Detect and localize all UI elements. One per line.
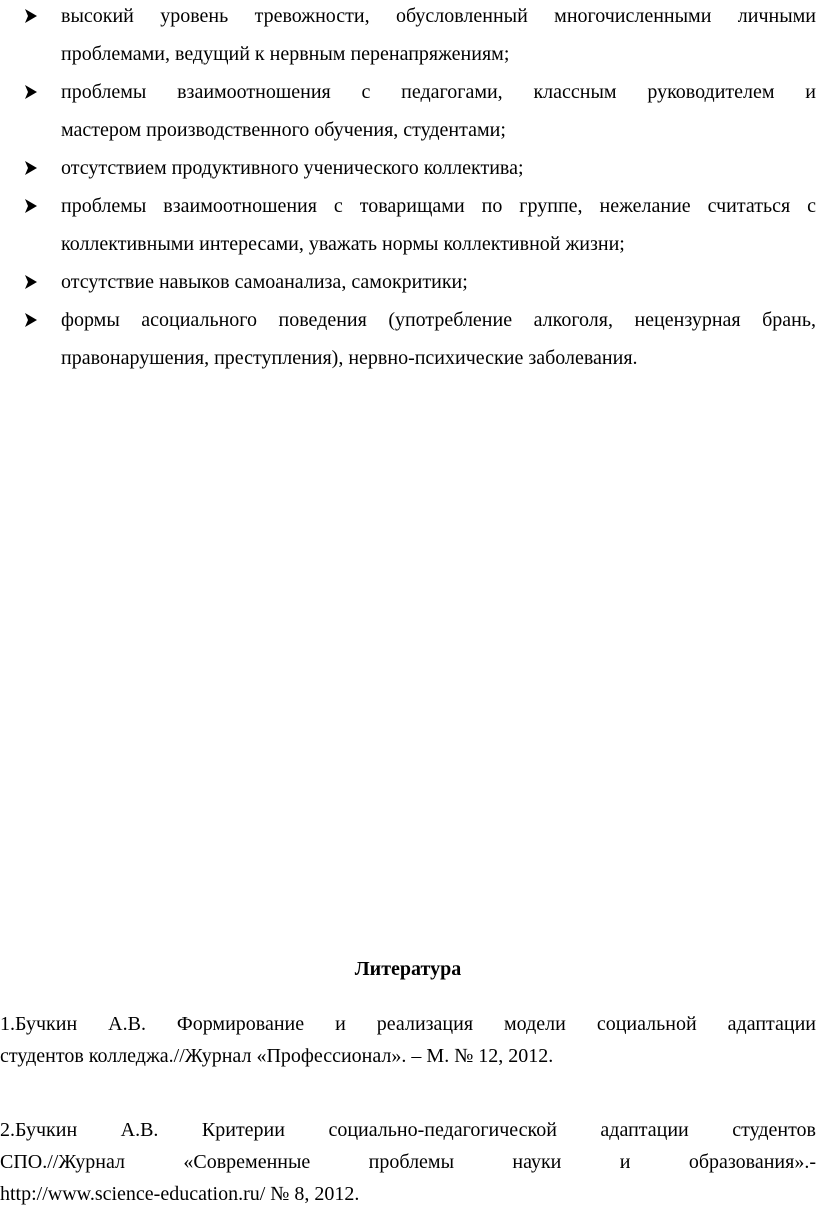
line: правонарушения, преступления), нервно-психические заболевания. [61,347,638,369]
list-item-text [61,301,816,377]
line: мастером производственного обучения, студентами; [61,119,506,141]
line: формы асоциального поведения (употребление алкоголя, нецензурная брань, [61,309,816,331]
reference-line: студентов колледжа.//Журнал «Профессионал». – М. № 12, 2012. [0,1045,554,1067]
arrow-bullet-icon [23,312,39,328]
reference-link[interactable]: http://www.science-education.ru/ № 8, 2012. [0,1183,360,1205]
list-item-text [61,187,816,263]
list-item [0,0,816,73]
arrow-bullet-icon [23,8,39,24]
list-item [0,73,816,149]
reference-item [0,1008,816,1072]
reference-line: 1.Бучкин А.В. Формирование и реализация модели социальной адаптации [0,1013,816,1035]
list-item [0,187,816,263]
line: отсутствием продуктивного ученического коллектива; [61,157,524,179]
arrow-bullet-icon [23,198,39,214]
bullet-list [0,0,816,377]
reference-line: 2.Бучкин А.В. Критерии социально-педагогической адаптации студентов [0,1119,816,1141]
arrow-bullet-icon [23,160,39,176]
literature-heading: Литература [354,958,462,980]
arrow-bullet-icon [23,84,39,100]
reference-line: СПО.//Журнал «Современные проблемы науки и образования».- [0,1151,816,1173]
list-item-text [61,0,816,73]
list-item-text [61,73,816,149]
list-item [0,263,816,301]
list-item-text [61,263,816,301]
line: проблемы взаимоотношения с товарищами по группе, нежелание считаться с [61,195,816,217]
line: коллективными интересами, уважать нормы коллективной жизни; [61,233,625,255]
line: проблемы взаимоотношения с педагогами, классным руководителем и [61,81,816,103]
list-item [0,301,816,377]
line: высокий уровень тревожности, обусловленный многочисленными личными [61,5,816,27]
list-item [0,149,816,187]
list-item-text [61,149,816,187]
line: отсутствие навыков самоанализа, самокритики; [61,271,468,293]
arrow-bullet-icon [23,274,39,290]
line: проблемами, ведущий к нервным перенапряжениям; [61,43,510,65]
